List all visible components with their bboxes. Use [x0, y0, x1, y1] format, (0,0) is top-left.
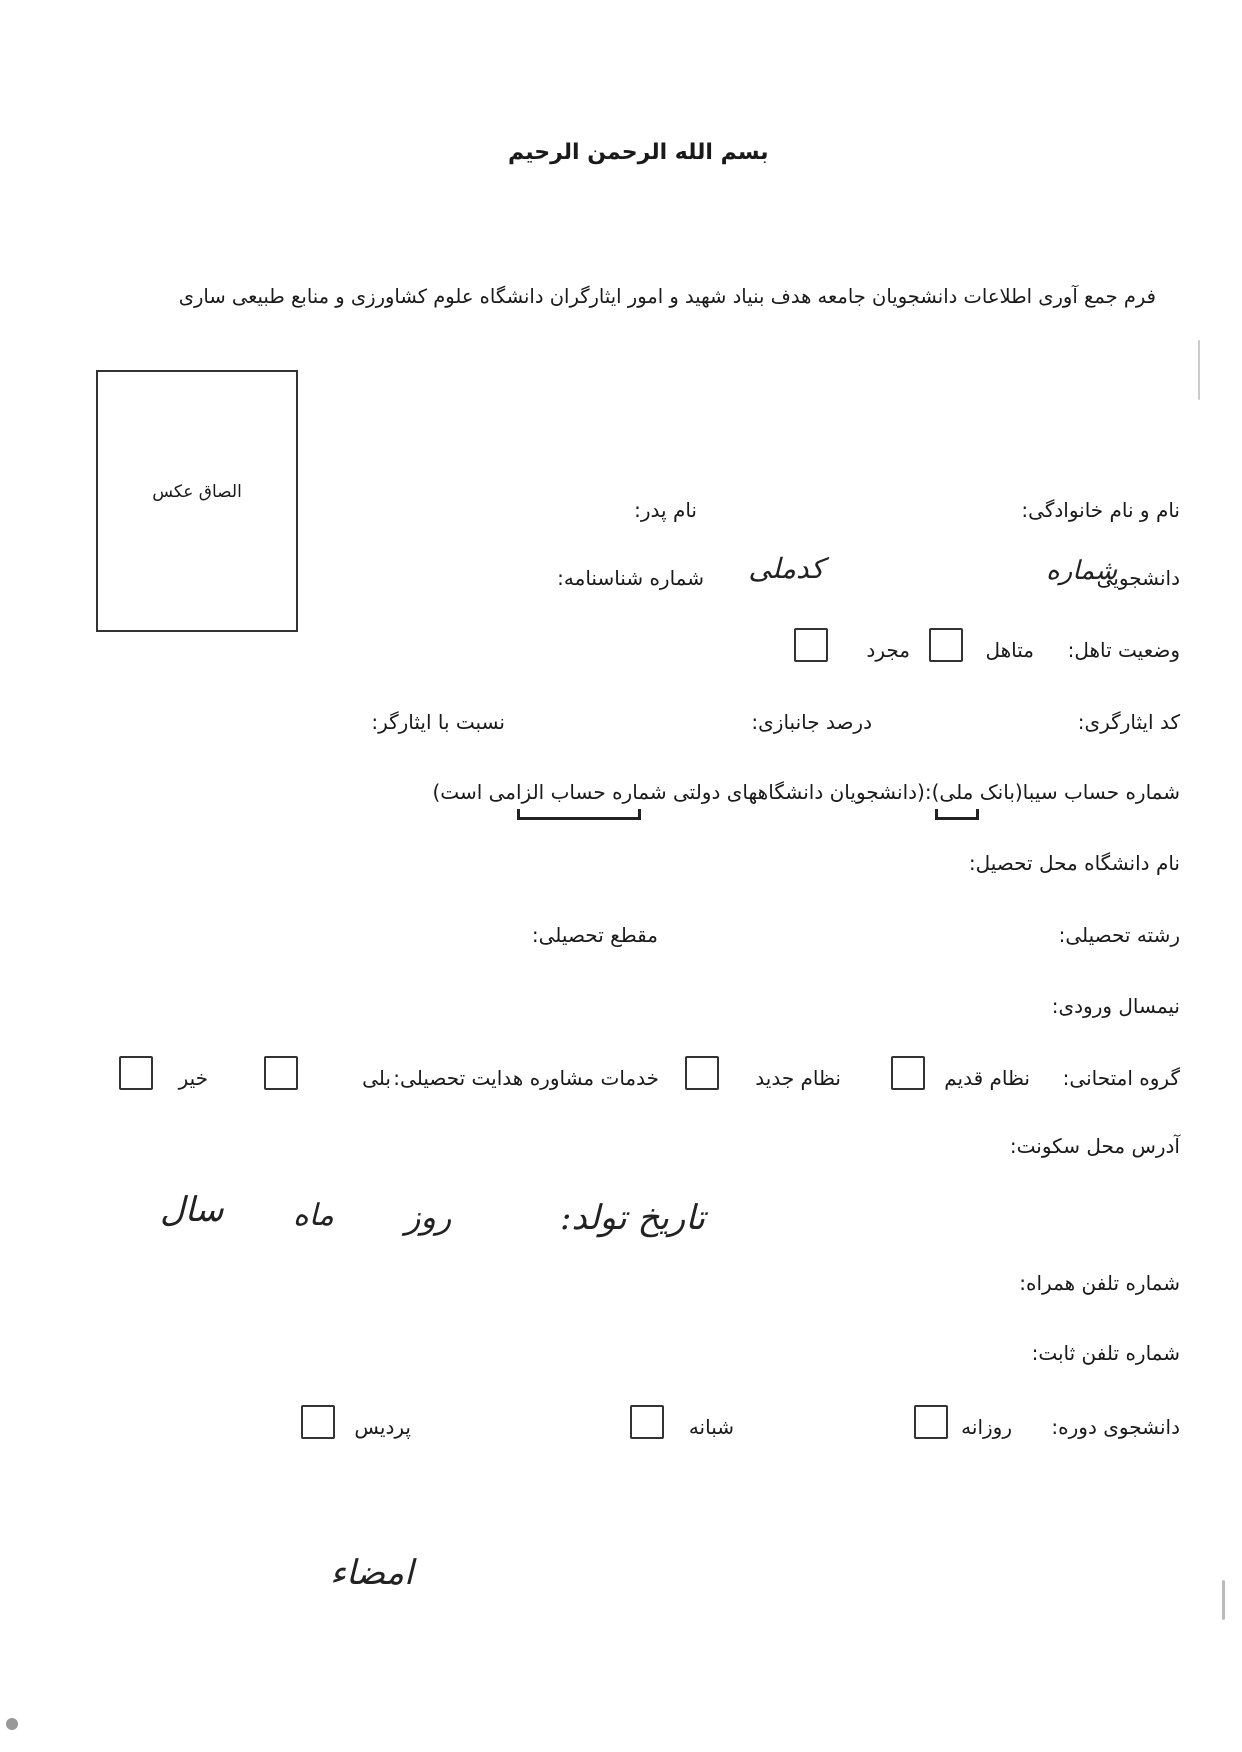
handwritten-month: ماه	[293, 1198, 334, 1233]
id-number-label: شماره شناسنامه:	[557, 566, 704, 590]
handwritten-signature: امضاء	[330, 1553, 414, 1593]
father-name-field[interactable]	[297, 500, 597, 522]
form-title: فرم جمع آوری اطلاعات دانشجویان جامعه هدف بنیاد شهید و امور ایثارگران دانشگاه علوم کشاورزی و منابع طبیعی ساری	[178, 285, 1156, 308]
photo-placeholder[interactable]	[96, 370, 298, 632]
campus-checkbox[interactable]	[301, 1405, 335, 1439]
handwritten-day: روز	[405, 1198, 452, 1236]
married-label: متاهل	[985, 638, 1034, 662]
handwritten-national-code: کدملی	[748, 552, 824, 585]
degree-level-label: مقطع تحصیلی:	[531, 923, 658, 947]
address-field[interactable]	[122, 1136, 1002, 1158]
address-label: آدرس محل سکونت:	[1009, 1134, 1180, 1158]
account-number-label: شماره حساب سیبا(بانک ملی):(دانشجویان دانشگاههای دولتی شماره حساب الزامی است)	[432, 780, 1180, 804]
new-system-label: نظام جدید	[755, 1066, 841, 1090]
single-label: مجرد	[866, 638, 910, 662]
old-system-label: نظام قدیم	[944, 1066, 1030, 1090]
id-number-field[interactable]	[302, 568, 522, 590]
underline-mark	[517, 809, 641, 820]
full-name-label: نام و نام خانوادگی:	[1021, 498, 1180, 522]
mobile-field[interactable]	[407, 1273, 1007, 1295]
father-name-label: نام پدر:	[634, 498, 697, 522]
landline-field[interactable]	[427, 1343, 1027, 1365]
evening-label: شبانه	[688, 1415, 734, 1439]
campus-label: پردیس	[354, 1415, 411, 1439]
university-name-field[interactable]	[367, 853, 967, 875]
single-checkbox[interactable]	[794, 628, 828, 662]
sacrifice-code-label: کد ایثارگری:	[1077, 710, 1180, 734]
field-of-study-field[interactable]	[702, 925, 1042, 947]
disability-percent-label: درصد جانبازی:	[751, 710, 872, 734]
field-of-study-label: رشته تحصیلی:	[1058, 923, 1180, 947]
daytime-checkbox[interactable]	[914, 1405, 948, 1439]
entry-semester-field[interactable]	[522, 996, 1022, 1018]
old-system-checkbox[interactable]	[891, 1056, 925, 1090]
university-name-label: نام دانشگاه محل تحصیل:	[968, 851, 1180, 875]
scan-speck	[1198, 340, 1200, 400]
counseling-services-label: خدمات مشاوره هدایت تحصیلی:	[393, 1066, 659, 1090]
entry-semester-label: نیمسال ورودی:	[1051, 994, 1180, 1018]
married-checkbox[interactable]	[929, 628, 963, 662]
underline-mark	[935, 809, 979, 820]
scan-speck	[6, 1718, 18, 1730]
handwritten-year: سال	[160, 1190, 224, 1230]
scan-speck	[1222, 1580, 1225, 1620]
yes-label: بلی	[362, 1066, 391, 1090]
full-name-field[interactable]	[652, 500, 982, 522]
relation-label: نسبت با ایثارگر:	[371, 710, 505, 734]
new-system-checkbox[interactable]	[685, 1056, 719, 1090]
no-label: خیر	[178, 1066, 208, 1090]
student-number-label: دانشجویی	[1096, 566, 1180, 590]
handwritten-birth-date: تاریخ تولد:	[560, 1198, 706, 1238]
basmala: بسم الله الرحمن الرحیم	[508, 140, 769, 165]
student-course-label: دانشجوی دوره:	[1051, 1415, 1180, 1439]
evening-checkbox[interactable]	[630, 1405, 664, 1439]
degree-level-field[interactable]	[217, 925, 517, 947]
handwritten-student-number: شماره	[1046, 556, 1117, 586]
photo-label: الصاق عکس	[152, 482, 242, 502]
marital-status-label: وضعیت تاهل:	[1067, 638, 1180, 662]
landline-label: شماره تلفن ثابت:	[1031, 1341, 1180, 1365]
yes-checkbox[interactable]	[264, 1056, 298, 1090]
mobile-label: شماره تلفن همراه:	[1019, 1271, 1180, 1295]
no-checkbox[interactable]	[119, 1056, 153, 1090]
exam-group-label: گروه امتحانی:	[1062, 1066, 1180, 1090]
daytime-label: روزانه	[961, 1415, 1012, 1439]
